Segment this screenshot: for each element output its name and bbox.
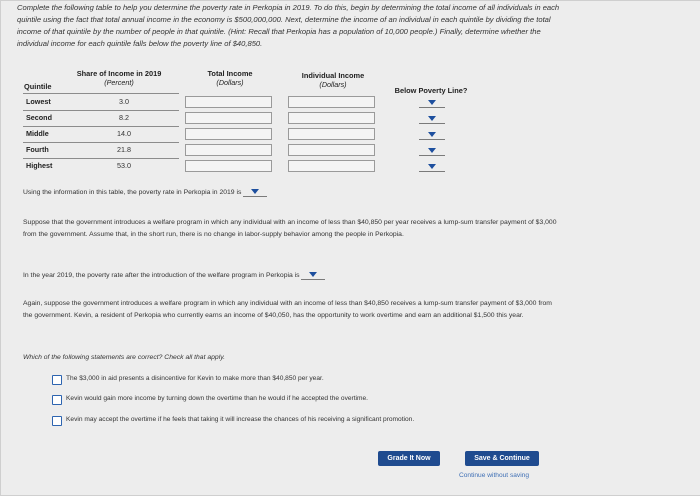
total-income-input-highest[interactable] [185,160,272,172]
check-question: Which of the following statements are correct? Check all that apply. [23,354,225,361]
poverty-after-sentence: In the year 2019, the poverty rate after the introduction of the welfare program in Perkopia is [23,272,300,279]
total-income-input-lowest[interactable] [185,96,272,108]
share-value: 8.2 [119,113,129,122]
poverty-rate-dropdown[interactable] [243,187,267,197]
individual-income-header-unit: (Dollars) [319,80,347,89]
chevron-down-icon [428,164,436,169]
poverty-after-dropdown[interactable] [301,270,325,280]
row-divider [23,142,179,143]
total-income-input-middle[interactable] [185,128,272,140]
poverty-dropdown-highest[interactable] [419,160,445,172]
share-header-title: Share of Income in 2019 [76,69,162,78]
continue-without-saving-link[interactable]: Continue without saving [459,472,530,479]
option-text: Kevin may accept the overtime if he feels that taking it will increase the chances of his receiving a significant promotion. [66,416,415,423]
share-header [65,69,173,87]
row-divider [23,126,179,127]
poverty-rate-question [23,187,267,199]
individual-income-header [288,71,378,89]
share-value: 53.0 [117,161,131,170]
share-header-unit: (Percent) [104,78,134,87]
grade-it-now-button[interactable]: Grade It Now [378,451,440,466]
chevron-down-icon [428,116,436,121]
total-income-header-title: Total Income [207,69,253,78]
share-value: 14.0 [117,129,131,138]
quintile-label: Lowest [26,97,51,106]
welfare-paragraph: Suppose that the government introduces a welfare program in which any individual with an income of less than $40,850 per year receives a lump-sum transfer payment of $3,000 from the government. Assume that, in the short run, there is no change in labor-supply behavior among the people in Perkopia. [23,219,557,238]
poverty-dropdown-middle[interactable] [419,128,445,140]
poverty-after-question [23,270,325,282]
individual-income-input-fourth[interactable] [288,144,375,156]
save-continue-button[interactable]: Save & Continue [465,451,539,466]
header-divider [23,93,179,94]
chevron-down-icon [428,132,436,137]
individual-income-input-lowest[interactable] [288,96,375,108]
total-income-header [190,69,270,87]
chevron-down-icon [251,189,259,194]
chevron-down-icon [428,148,436,153]
individual-income-header-title: Individual Income [301,71,365,80]
quintile-label: Middle [26,129,49,138]
intro-text: Complete the following table to help you determine the poverty rate in Perkopia in 2019. To do this, begin by determining the total income of all individuals in each quintile using the fact that total annual income in the economy is $500,000,000. Next, determine the income of an individual in each quintile by dividing the total income of that quintile by the number of people in that quintile. (Hint: Recall that Perkopia has a population of 10,000 people.) Finally, determine whether the individual income for each quintile falls below the poverty line of $40,850. [17,3,560,48]
kevin-paragraph: Again, suppose the government introduces a welfare program in which any individual with an income of less than $40,850 receives a lump-sum transfer payment of $3,000 from the government. Kevin, a resident of Perkopia who currently earns an income of $40,050, has the opportunity to work overtime and earn an additional $1,500 this year. [23,300,552,319]
option-checkbox[interactable] [52,416,62,426]
option-text: The $3,000 in aid presents a disincentive for Kevin to make more than $40,850 per year. [66,375,324,382]
option-checkbox[interactable] [52,395,62,405]
poverty-dropdown-fourth[interactable] [419,144,445,156]
chevron-down-icon [309,272,317,277]
total-income-header-unit: (Dollars) [216,78,244,87]
share-value: 3.0 [119,97,129,106]
row-divider [23,158,179,159]
poverty-dropdown-second[interactable] [419,112,445,124]
total-income-input-fourth[interactable] [185,144,272,156]
quintile-header: Quintile [24,82,52,91]
poverty-dropdown-lowest[interactable] [419,96,445,108]
individual-income-input-middle[interactable] [288,128,375,140]
quintile-label: Highest [26,161,53,170]
total-income-input-second[interactable] [185,112,272,124]
option-checkbox[interactable] [52,375,62,385]
quintile-label: Second [26,113,52,122]
individual-income-input-second[interactable] [288,112,375,124]
quintile-label: Fourth [26,145,49,154]
share-value: 21.8 [117,145,131,154]
row-divider [23,110,179,111]
poverty-header: Below Poverty Line? [394,86,468,95]
chevron-down-icon [428,100,436,105]
poverty-rate-sentence: Using the information in this table, the poverty rate in Perkopia in 2019 is [23,189,242,196]
option-text: Kevin would gain more income by turning down the overtime than he would if he accepted the overtime. [66,395,369,402]
individual-income-input-highest[interactable] [288,160,375,172]
